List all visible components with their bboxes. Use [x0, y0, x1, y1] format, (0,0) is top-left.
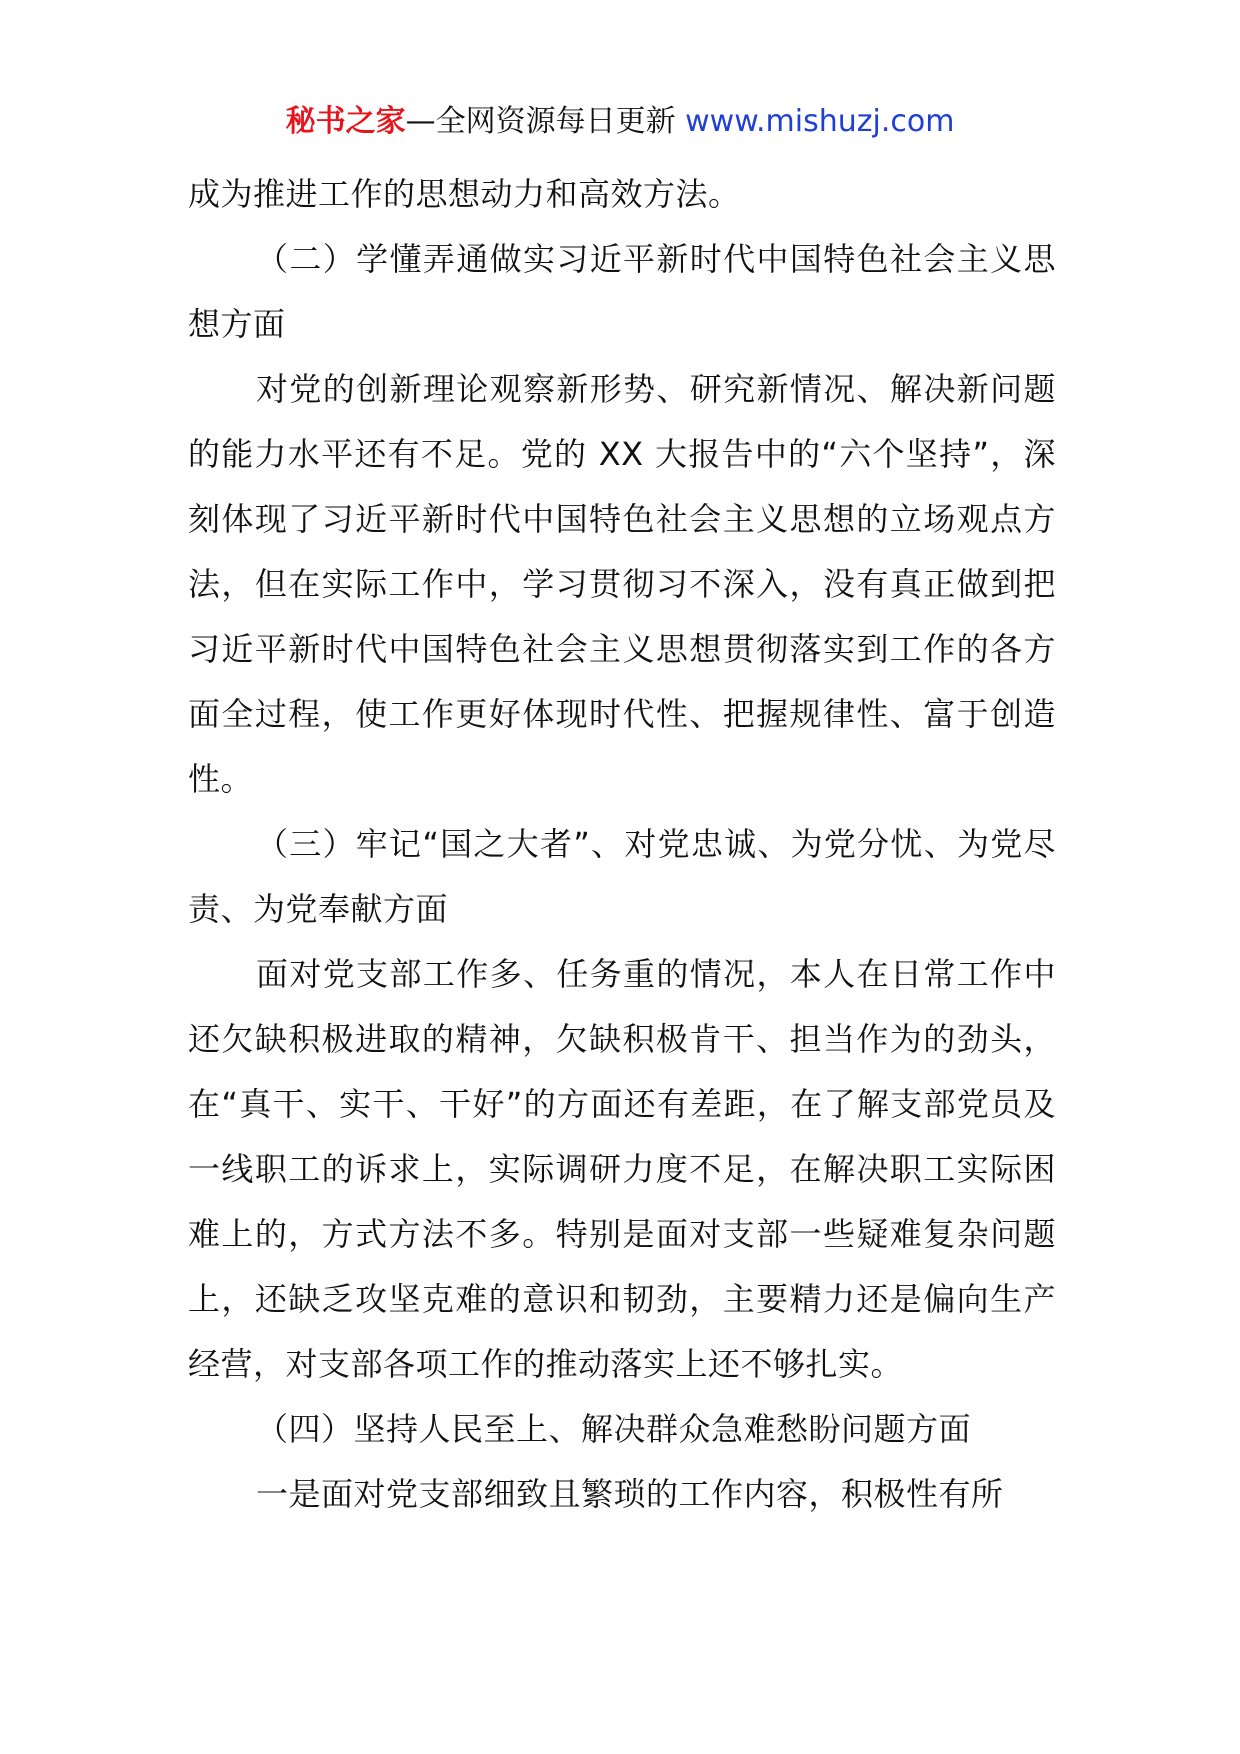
page-header	[0, 100, 1240, 144]
section-heading-4: （四）坚持人民至上、解决群众急难愁盼问题方面	[256, 1410, 972, 1448]
section-heading-3: （三）牢记“国之大者”、对党忠诚、为党分忧、为党尽责、为党奉献方面	[188, 825, 1056, 928]
paragraph: 面对党支部工作多、任务重的情况，本人在日常工作中还欠缺积极进取的精神，欠缺积极肯干、担当作为的劲头，在“真干、实干、干好”的方面还有差距，在了解支部党员及一线职工的诉求上，实际调研力度不足，在解决职工实际困难上的，方式方法不多。特别是面对支部一些疑难复杂问题上，还缺乏攻坚克难的意识和韧劲，主要精力还是偏向生产经营，对支部各项工作的推动落实上还不够扎实。	[188, 955, 1056, 1383]
document-body	[188, 162, 1056, 1527]
header-slogan: —全网资源每日更新	[405, 104, 686, 139]
paragraph: 对党的创新理论观察新形势、研究新情况、解决新问题的能力水平还有不足。党的 XX 大报告中的“六个坚持”，深刻体现了习近平新时代中国特色社会主义思想的立场观点方法，但在实际工作中，学习贯彻习不深入，没有真正做到把习近平新时代中国特色社会主义思想贯彻落实到工作的各方面全过程，使工作更好体现时代性、把握规律性、富于创造性。	[188, 370, 1056, 798]
website-link[interactable]: www.mishuzj.com	[685, 104, 955, 139]
paragraph: 一是面对党支部细致且繁琐的工作内容，积极性有所	[256, 1475, 1004, 1513]
section-heading-2: （二）学懂弄通做实习近平新时代中国特色社会主义思想方面	[188, 240, 1056, 343]
paragraph-continuation: 成为推进工作的思想动力和高效方法。	[188, 175, 741, 213]
brand-name: 秘书之家	[285, 104, 406, 139]
